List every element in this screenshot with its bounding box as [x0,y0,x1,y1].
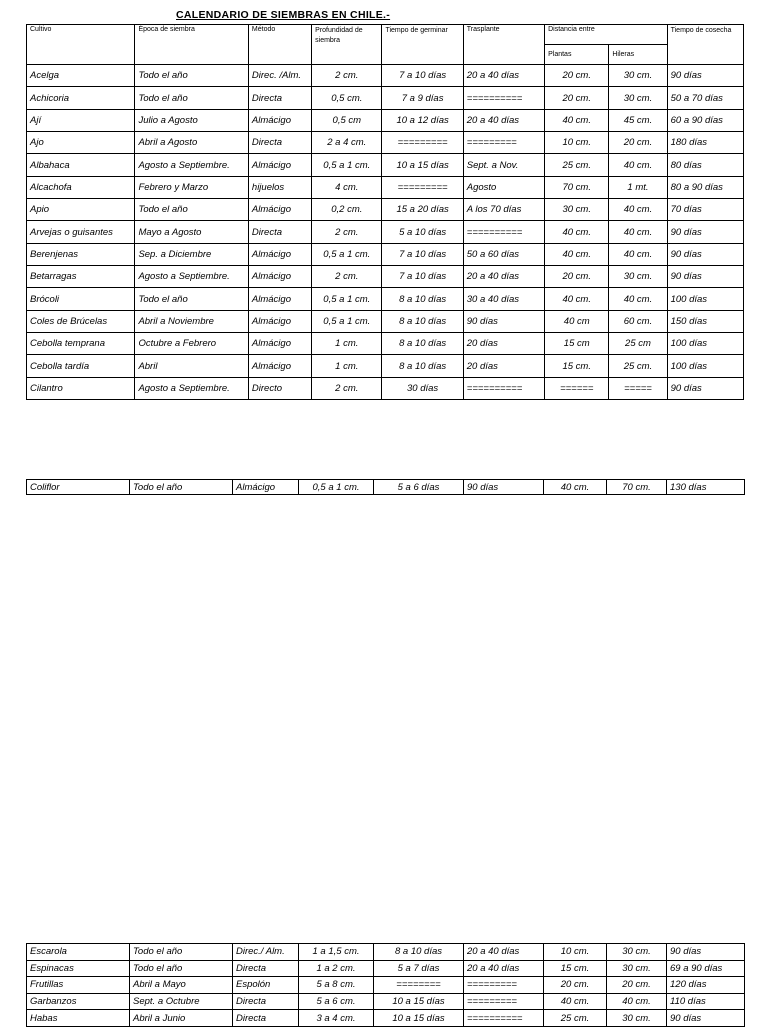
cell-cultivo: Acelga [27,65,135,87]
cell-germinar: 5 a 10 días [382,221,463,243]
cell-cultivo: Coliflor [27,480,130,495]
header-cosecha: Tiempo de cosecha [667,25,743,65]
cell-trasplante: 20 a 40 días [463,266,544,288]
cell-trasplante: 20 a 40 días [464,944,544,961]
table-row [27,960,745,977]
cell-profundidad: 5 a 8 cm. [299,977,374,994]
table-body [27,65,744,400]
cell-cosecha: 70 días [667,199,743,221]
cell-epoca: Sept. a Octubre [130,993,233,1010]
cell-profundidad: 3 a 4 cm. [299,1010,374,1027]
cell-profundidad: 2 a 4 cm. [312,132,382,154]
table-row [27,377,744,399]
cell-trasplante: ========== [463,221,544,243]
header-hileras: Hileras [609,45,667,65]
cell-hileras: 40 cm. [609,154,667,176]
cell-profundidad: 0,5 cm. [312,87,382,109]
cell-epoca: Sep. a Diciembre [135,243,248,265]
cell-epoca: Julio a Agosto [135,109,248,131]
cell-trasplante: Agosto [463,176,544,198]
cell-germinar: ======== [374,977,464,994]
cell-profundidad: 0,5 a 1 cm. [312,288,382,310]
sowing-table-bottom [26,943,745,1027]
table-body [27,480,745,495]
cell-cultivo: Arvejas o guisantes [27,221,135,243]
cell-trasplante: 20 días [463,333,544,355]
cell-cosecha: 90 días [667,1010,745,1027]
header-plantas: Plantas [545,45,609,65]
cell-cultivo: Alcachofa [27,176,135,198]
header-germinar: Tiempo de germinar [382,25,463,65]
cell-plantas: 40 cm. [544,480,607,495]
cell-profundidad: 1 cm. [312,333,382,355]
cell-cosecha: 110 días [667,993,745,1010]
cell-trasplante: ========= [464,977,544,994]
cell-epoca: Abril [135,355,248,377]
cell-germinar: 10 a 15 días [374,993,464,1010]
cell-profundidad: 5 a 6 cm. [299,993,374,1010]
cell-epoca: Abril a Noviembre [135,310,248,332]
cell-metodo: Directa [248,221,311,243]
cell-trasplante: ========== [464,1010,544,1027]
cell-profundidad: 0,5 a 1 cm. [299,480,374,495]
cell-plantas: 20 cm. [545,65,609,87]
table-row [27,977,745,994]
cell-cultivo: Apio [27,199,135,221]
cell-profundidad: 2 cm. [312,377,382,399]
cell-plantas: 25 cm. [545,154,609,176]
cell-hileras: 40 cm. [607,993,667,1010]
cell-cosecha: 90 días [667,266,743,288]
cell-cosecha: 80 días [667,154,743,176]
cell-plantas: ====== [545,377,609,399]
cell-trasplante: 50 a 60 días [463,243,544,265]
cell-trasplante: 30 a 40 días [463,288,544,310]
cell-hileras: 20 cm. [609,132,667,154]
cell-cultivo: Escarola [27,944,130,961]
cell-metodo: Espolón [233,977,299,994]
cell-hileras: 25 cm [609,333,667,355]
table-row [27,355,744,377]
cell-plantas: 20 cm. [545,87,609,109]
cell-plantas: 40 cm. [544,993,607,1010]
cell-plantas: 70 cm. [545,176,609,198]
cell-germinar: 10 a 15 días [374,1010,464,1027]
cell-plantas: 40 cm. [545,288,609,310]
cell-cultivo: Coles de Brúcelas [27,310,135,332]
cell-metodo: Almácigo [248,243,311,265]
table-row [27,333,744,355]
cell-cultivo: Betarragas [27,266,135,288]
table-row [27,65,744,87]
cell-epoca: Febrero y Marzo [135,176,248,198]
cell-metodo: Direc. /Alm. [248,65,311,87]
cell-metodo: Directa [248,87,311,109]
cell-trasplante: ========== [463,377,544,399]
cell-germinar: ========= [382,132,463,154]
cell-cosecha: 90 días [667,377,743,399]
cell-cultivo: Garbanzos [27,993,130,1010]
cell-metodo: Almácigo [248,333,311,355]
cell-trasplante: 20 a 40 días [463,109,544,131]
cell-hileras: 30 cm. [609,65,667,87]
cell-cultivo: Cebolla tardía [27,355,135,377]
cell-metodo: Almácigo [248,266,311,288]
table-row [27,154,744,176]
cell-trasplante: Sept. a Nov. [463,154,544,176]
cell-epoca: Todo el año [135,199,248,221]
cell-trasplante: A los 70 días [463,199,544,221]
cell-plantas: 15 cm [545,333,609,355]
cell-cultivo: Espinacas [27,960,130,977]
cell-epoca: Agosto a Septiembre. [135,266,248,288]
cell-profundidad: 0,5 a 1 cm. [312,154,382,176]
cell-plantas: 30 cm. [545,199,609,221]
cell-trasplante: ========= [463,132,544,154]
header-cultivo: Cultivo [27,25,135,65]
cell-germinar: 5 a 6 días [374,480,464,495]
cell-epoca: Todo el año [130,944,233,961]
cell-germinar: 8 a 10 días [382,288,463,310]
cell-hileras: 30 cm. [607,960,667,977]
cell-metodo: Directa [248,132,311,154]
cell-metodo: Almácigo [248,109,311,131]
cell-cultivo: Ají [27,109,135,131]
cell-germinar: 10 a 15 días [382,154,463,176]
table-row [27,243,744,265]
cell-hileras: 45 cm. [609,109,667,131]
cell-profundidad: 2 cm. [312,266,382,288]
cell-hileras: 40 cm. [609,288,667,310]
cell-hileras: 30 cm. [607,944,667,961]
table-row [27,310,744,332]
cell-epoca: Agosto a Septiembre. [135,154,248,176]
cell-hileras: 60 cm. [609,310,667,332]
cell-cosecha: 100 días [667,333,743,355]
cell-cosecha: 69 a 90 días [667,960,745,977]
cell-cultivo: Albahaca [27,154,135,176]
cell-plantas: 40 cm [545,310,609,332]
cell-cosecha: 60 a 90 días [667,109,743,131]
cell-hileras: 25 cm. [609,355,667,377]
cell-profundidad: 0,5 a 1 cm. [312,243,382,265]
cell-hileras: 40 cm. [609,199,667,221]
cell-germinar: 8 a 10 días [382,310,463,332]
cell-hileras: 30 cm. [607,1010,667,1027]
cell-cultivo: Ajo [27,132,135,154]
cell-germinar: 8 a 10 días [374,944,464,961]
table-row [27,944,745,961]
cell-profundidad: 2 cm. [312,65,382,87]
cell-hileras: 30 cm. [609,266,667,288]
cell-trasplante: 90 días [463,310,544,332]
cell-epoca: Todo el año [130,480,233,495]
cell-metodo: Directa [233,1010,299,1027]
header-trasplante: Trasplante [463,25,544,65]
cell-germinar: 30 días [382,377,463,399]
cell-cosecha: 100 días [667,288,743,310]
cell-cosecha: 180 días [667,132,743,154]
cell-epoca: Todo el año [135,288,248,310]
cell-epoca: Todo el año [130,960,233,977]
cell-epoca: Octubre a Febrero [135,333,248,355]
cell-germinar: ========= [382,176,463,198]
cell-trasplante: ========== [463,87,544,109]
sowing-table-coliflor [26,479,745,495]
cell-cultivo: Achicoria [27,87,135,109]
table-row [27,176,744,198]
cell-cosecha: 90 días [667,221,743,243]
cell-germinar: 15 a 20 días [382,199,463,221]
cell-profundidad: 1 a 1,5 cm. [299,944,374,961]
table-row [27,132,744,154]
cell-metodo: Almácigo [248,154,311,176]
cell-plantas: 25 cm. [544,1010,607,1027]
cell-plantas: 15 cm. [544,960,607,977]
cell-hileras: 30 cm. [609,87,667,109]
cell-epoca: Todo el año [135,87,248,109]
page-title: CALENDARIO DE SIEMBRAS EN CHILE.- [176,9,391,21]
cell-cosecha: 90 días [667,65,743,87]
cell-trasplante: 20 días [463,355,544,377]
cell-plantas: 40 cm. [545,243,609,265]
cell-germinar: 7 a 10 días [382,65,463,87]
cell-hileras: 40 cm. [609,243,667,265]
cell-germinar: 8 a 10 días [382,333,463,355]
cell-plantas: 40 cm. [545,109,609,131]
cell-plantas: 15 cm. [545,355,609,377]
header-epoca: Época de siembra [135,25,248,65]
cell-cosecha: 90 días [667,944,745,961]
cell-cosecha: 130 días [667,480,745,495]
table-row [27,480,745,495]
cell-cultivo: Cilantro [27,377,135,399]
header-distancia: Distancia entre [545,25,668,45]
cell-cultivo: Frutillas [27,977,130,994]
cell-profundidad: 2 cm. [312,221,382,243]
sowing-table-main [26,24,744,400]
cell-epoca: Abril a Agosto [135,132,248,154]
cell-germinar: 7 a 10 días [382,243,463,265]
cell-cultivo: Habas [27,1010,130,1027]
table-row [27,87,744,109]
cell-cosecha: 90 días [667,243,743,265]
cell-profundidad: 0,2 cm. [312,199,382,221]
cell-germinar: 10 a 12 días [382,109,463,131]
cell-epoca: Abril a Mayo [130,977,233,994]
table-row [27,109,744,131]
table-row [27,266,744,288]
table-row [27,221,744,243]
cell-profundidad: 0,5 a 1 cm. [312,310,382,332]
table-row [27,288,744,310]
cell-hileras: 70 cm. [607,480,667,495]
cell-cosecha: 80 a 90 días [667,176,743,198]
cell-metodo: Almácigo [248,310,311,332]
cell-germinar: 8 a 10 días [382,355,463,377]
cell-cultivo: Berenjenas [27,243,135,265]
cell-cultivo: Cebolla temprana [27,333,135,355]
cell-hileras: ===== [609,377,667,399]
table-body [27,944,745,1027]
cell-hileras: 1 mt. [609,176,667,198]
cell-epoca: Mayo a Agosto [135,221,248,243]
cell-cultivo: Brócoli [27,288,135,310]
cell-plantas: 40 cm. [545,221,609,243]
cell-trasplante: 90 días [464,480,544,495]
cell-germinar: 7 a 10 días [382,266,463,288]
table-row [27,199,744,221]
table-row [27,993,745,1010]
cell-metodo: Almácigo [248,355,311,377]
cell-profundidad: 4 cm. [312,176,382,198]
cell-plantas: 10 cm. [544,944,607,961]
cell-metodo: Almácigo [233,480,299,495]
cell-epoca: Agosto a Septiembre. [135,377,248,399]
cell-cosecha: 50 a 70 días [667,87,743,109]
cell-metodo: Directa [233,993,299,1010]
cell-metodo: Directo [248,377,311,399]
header-metodo: Método [248,25,311,65]
cell-cosecha: 120 días [667,977,745,994]
cell-germinar: 7 a 9 días [382,87,463,109]
cell-trasplante: 20 a 40 días [464,960,544,977]
cell-plantas: 20 cm. [545,266,609,288]
cell-profundidad: 1 cm. [312,355,382,377]
cell-plantas: 20 cm. [544,977,607,994]
cell-profundidad: 0,5 cm [312,109,382,131]
cell-metodo: Almácigo [248,199,311,221]
cell-trasplante: ========= [464,993,544,1010]
cell-trasplante: 20 a 40 días [463,65,544,87]
cell-hileras: 40 cm. [609,221,667,243]
cell-profundidad: 1 a 2 cm. [299,960,374,977]
cell-metodo: hijuelos [248,176,311,198]
cell-germinar: 5 a 7 días [374,960,464,977]
cell-cosecha: 100 días [667,355,743,377]
cell-metodo: Directa [233,960,299,977]
cell-epoca: Todo el año [135,65,248,87]
cell-hileras: 20 cm. [607,977,667,994]
header-profundidad: Profundidad de siembra [312,25,382,65]
cell-plantas: 10 cm. [545,132,609,154]
cell-cosecha: 150 días [667,310,743,332]
cell-metodo: Almácigo [248,288,311,310]
cell-metodo: Direc./ Alm. [233,944,299,961]
cell-epoca: Abril a Junio [130,1010,233,1027]
